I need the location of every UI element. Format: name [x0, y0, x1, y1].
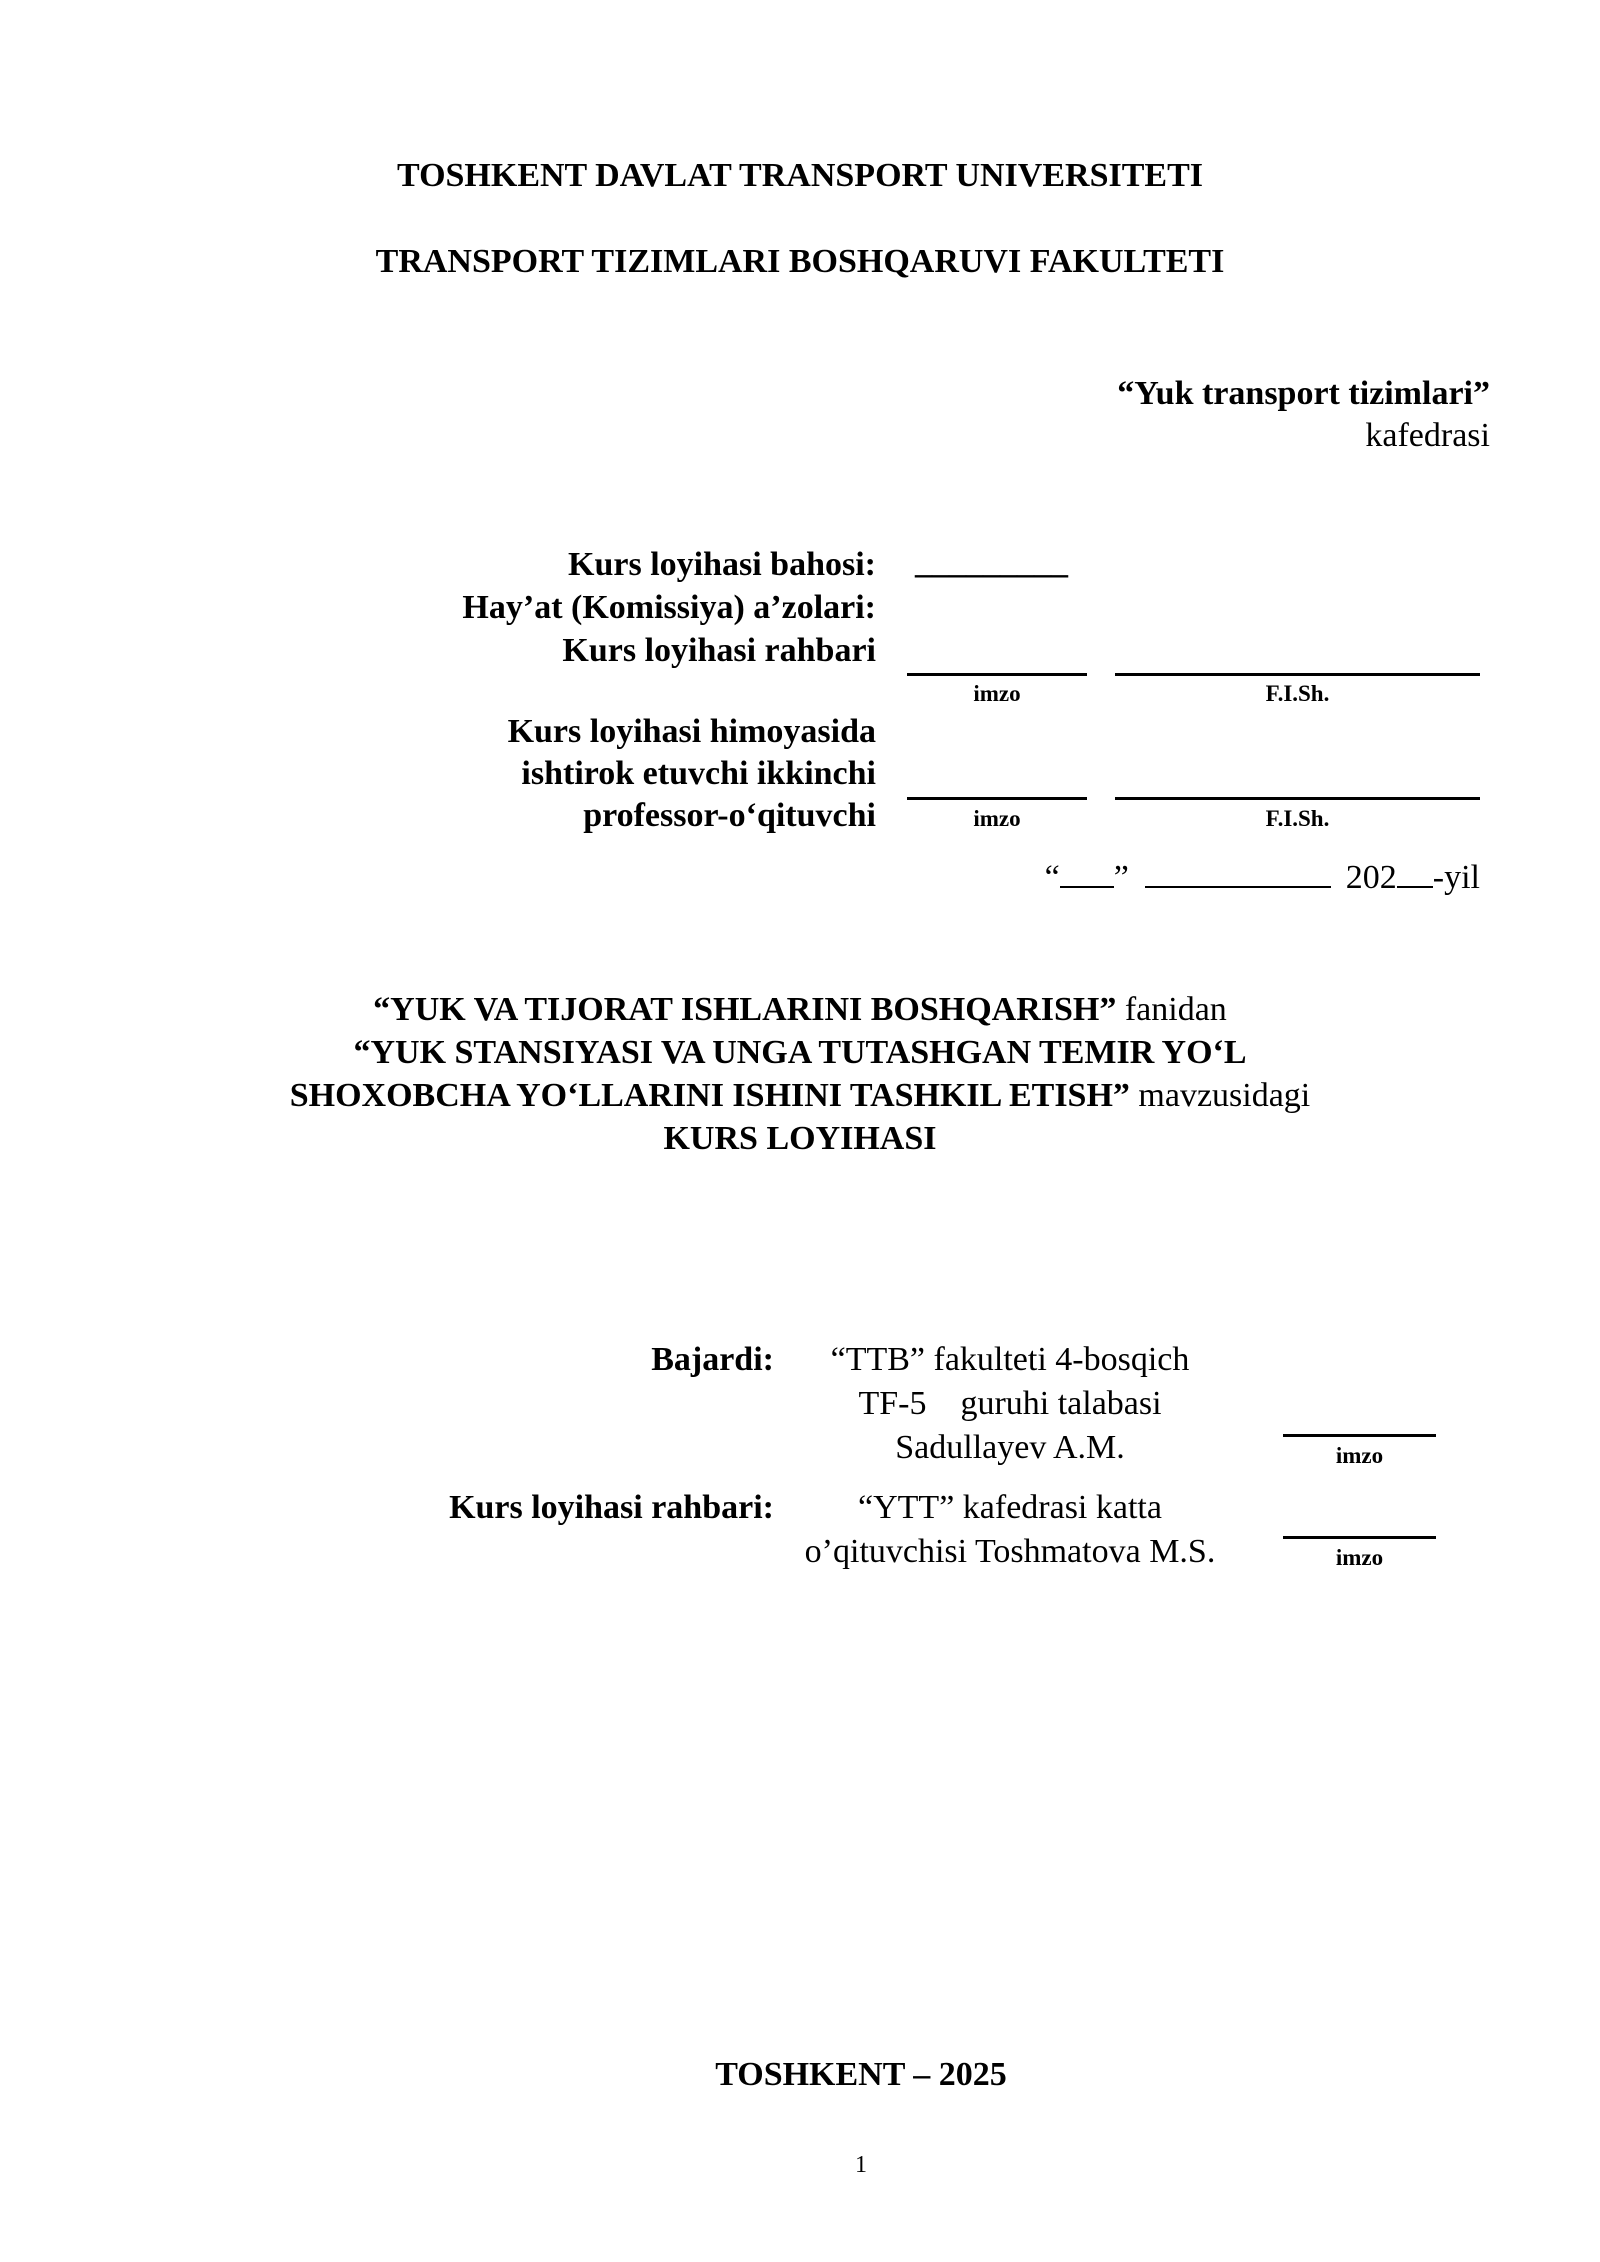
department-name: “Yuk transport tizimlari” [1117, 375, 1490, 412]
grade-label: Kurs loyihasi bahosi: [568, 546, 876, 583]
topic-line1: “YUK STANSIYASI VA UNGA TUTASHGAN TEMIR YO‘L [353, 1034, 1247, 1071]
name-line [1115, 673, 1480, 676]
topic-line2 [0, 1074, 1600, 1118]
second-teacher-label-line2: ishtirok etuvchi ikkinchi [521, 755, 876, 792]
subject-name: “YUK VA TIJORAT ISHLARINI BOSHQARISH” [373, 991, 1117, 1028]
year-blank [1397, 852, 1433, 888]
performer-group: TF-5 [858, 1385, 927, 1422]
commission-label: Hay’at (Komissiya) a’zolari: [462, 589, 876, 626]
performer-line1: “TTB” fakulteti 4-bosqich [830, 1341, 1190, 1378]
subject-line [0, 988, 1600, 1032]
name-caption: F.I.Sh. [1265, 681, 1330, 706]
performer-group-suffix: guruhi talabasi [960, 1385, 1162, 1422]
date-open-quote: “ [1044, 859, 1060, 896]
city-year: TOSHKENT – 2025 [715, 2056, 1007, 2093]
supervisor-role-label: Kurs loyihasi rahbari: [449, 1489, 774, 1526]
university-name: TOSHKENT DAVLAT TRANSPORT UNIVERSITETI [397, 157, 1203, 194]
topic-suffix: mavzusidagi [1138, 1077, 1311, 1114]
grade-blank: _________ [915, 544, 1068, 581]
topic-name: SHOXOBCHA YO‘LLARINI ISHINI TASHKIL ETISH” [289, 1077, 1130, 1114]
date-close-quote: ” [1113, 859, 1129, 896]
supervisor-line1: “YTT” kafedrasi katta [858, 1489, 1162, 1526]
day-blank [1060, 852, 1114, 888]
page-number: 1 [855, 2152, 867, 2178]
month-blank [1145, 852, 1331, 888]
signature-caption: imzo [1335, 1545, 1384, 1570]
performer-name: Sadullayev A.M. [895, 1429, 1125, 1466]
faculty-name: TRANSPORT TIZIMLARI BOSHQARUVI FAKULTETI [375, 243, 1225, 280]
signature-line [907, 673, 1087, 676]
date-year-suffix: -yil [1432, 859, 1480, 896]
signature-line [907, 797, 1087, 800]
performer-label: Bajardi: [651, 1341, 774, 1378]
signature-caption: imzo [1335, 1443, 1384, 1468]
document-type: KURS LOYIHASI [663, 1120, 937, 1157]
signature-line [1283, 1434, 1436, 1437]
signature-line [1283, 1536, 1436, 1539]
second-teacher-label-line1: Kurs loyihasi himoyasida [507, 713, 876, 750]
signature-caption: imzo [973, 806, 1021, 831]
department-suffix: kafedrasi [1365, 417, 1490, 454]
name-line [1115, 797, 1480, 800]
performer-group-line [790, 1382, 1230, 1426]
signature-caption: imzo [973, 681, 1021, 706]
date-year-prefix: 202 [1345, 859, 1397, 896]
subject-suffix: fanidan [1124, 991, 1227, 1028]
name-caption: F.I.Sh. [1265, 806, 1330, 831]
second-teacher-label-line3: professor-o‘qituvchi [583, 797, 876, 834]
supervisor-line2: o’qituvchisi Toshmatova M.S. [804, 1533, 1216, 1570]
date-line [900, 852, 1480, 900]
supervisor-label: Kurs loyihasi rahbari [562, 632, 876, 669]
